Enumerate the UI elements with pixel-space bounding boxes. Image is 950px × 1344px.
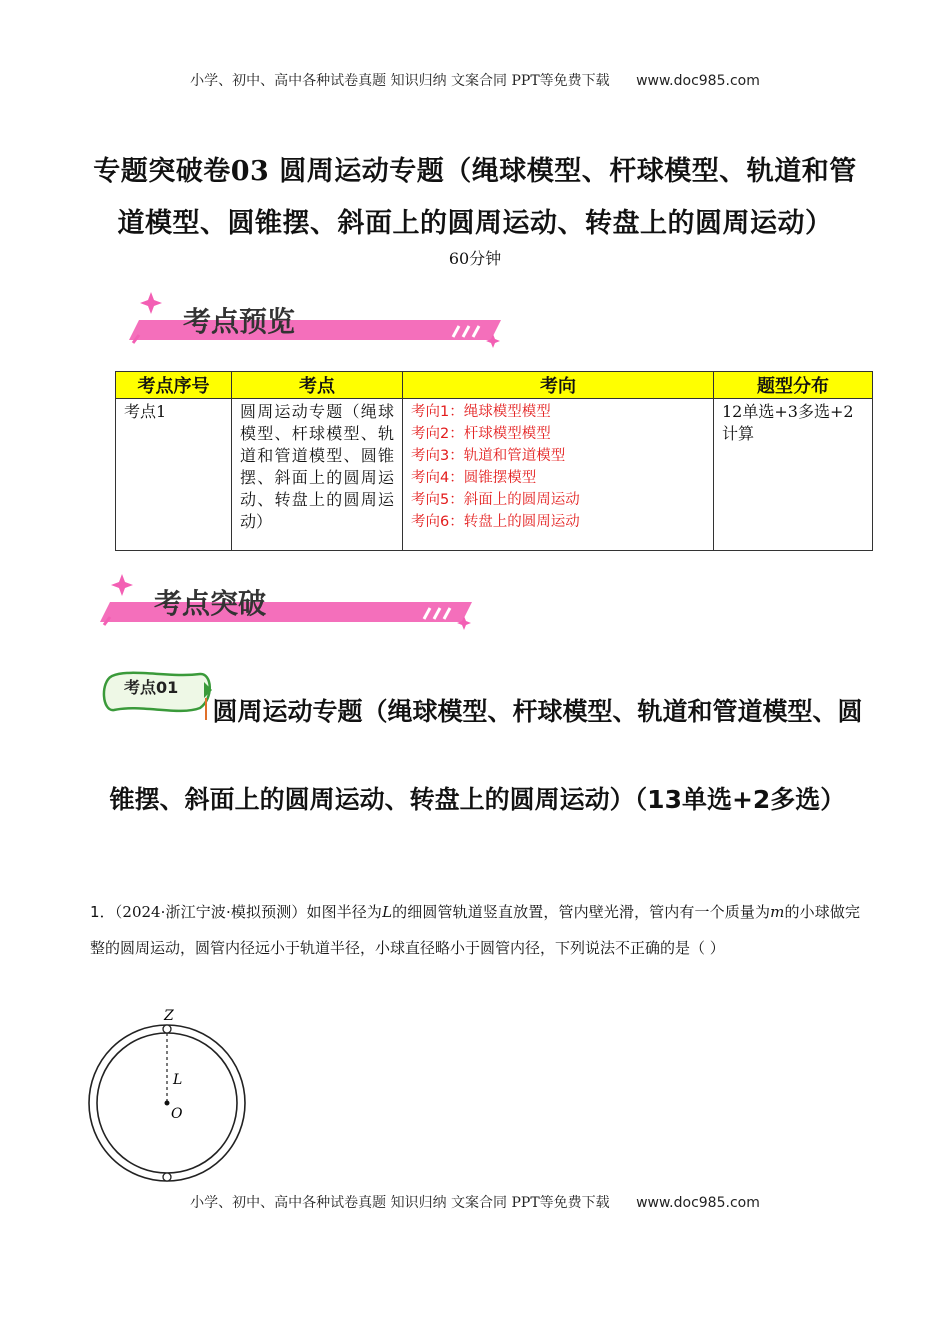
question-number: 1．	[90, 903, 115, 921]
direction-item: 考向6：转盘上的圆周运动	[411, 514, 580, 530]
var-m: m	[770, 903, 785, 921]
var-L: L	[382, 903, 393, 921]
ball-top	[163, 1025, 171, 1033]
section-preview-label: 考点预览	[183, 305, 296, 338]
section-breakthrough-label: 考点突破	[154, 587, 267, 620]
kd-heading	[90, 668, 865, 844]
section-preview-banner	[125, 290, 515, 354]
question-text-c: 的小球做完整的圆周运动，圆管内径远小于轨道半径，小球直径略小于圆管内径，下列说法不正确的是（ ）	[90, 903, 860, 957]
ball-bottom	[163, 1173, 171, 1181]
question-text-a: 如图半径为	[306, 903, 383, 921]
section-breakthrough-banner	[96, 572, 486, 636]
question-text-b: 的细圆管轨道竖直放置，管内壁光滑，管内有一个质量为	[392, 903, 771, 921]
footer-site-link[interactable]: www.doc985.com	[636, 1195, 760, 1211]
label-top: Z	[164, 1008, 174, 1024]
direction-item: 考向5：斜面上的圆周运动	[411, 492, 580, 508]
kd-badge-label: 考点01	[124, 678, 179, 697]
header-index: 考点序号	[116, 372, 232, 399]
label-center: O	[171, 1106, 183, 1122]
overview-table	[115, 371, 873, 551]
cell-index: 考点1	[116, 399, 232, 551]
page-footer	[0, 1192, 950, 1212]
cell-point: 圆周运动专题（绳球模型、杆球模型、轨道和管道模型、圆锥摆、斜面上的圆周运动、转盘上的圆周运动）	[232, 399, 403, 551]
circular-pipe-diagram	[85, 1006, 250, 1186]
direction-item: 考向4：圆锥摆模型	[411, 470, 537, 486]
kd-heading-text: 圆周运动专题（绳球模型、杆球模型、轨道和管道模型、圆锥摆、斜面上的圆周运动、转盘上的圆周运动）（13单选+2多选）	[109, 697, 863, 814]
header-distribution: 题型分布	[714, 372, 873, 399]
footer-text: 小学、初中、高中各种试卷真题 知识归纳 文案合同 PPT等免费下载	[190, 1195, 610, 1211]
pipe-track-figure	[85, 1006, 250, 1190]
header-site-link[interactable]: www.doc985.com	[636, 73, 760, 89]
header-direction: 考向	[403, 372, 714, 399]
direction-item: 考向3：轨道和管道模型	[411, 448, 566, 464]
question-1	[90, 894, 860, 966]
label-radius: L	[173, 1072, 183, 1088]
cell-distribution: 12单选+3多选+2计算	[714, 399, 873, 551]
cell-directions	[403, 399, 714, 551]
page-header	[0, 70, 950, 90]
main-title: 专题突破卷03 圆周运动专题（绳球模型、杆球模型、轨道和管道模型、圆锥摆、斜面上的圆周运动、转盘上的圆周运动）	[93, 156, 857, 239]
question-source: （2024·浙江宁波·模拟预测）	[114, 903, 307, 921]
header-text: 小学、初中、高中各种试卷真题 知识归纳 文案合同 PPT等免费下载	[190, 73, 610, 89]
header-point: 考点	[232, 372, 403, 399]
table-row	[116, 399, 873, 551]
direction-item: 考向1：绳球模型模型	[411, 404, 551, 420]
center-dot	[165, 1101, 170, 1106]
duration-label: 60分钟	[448, 249, 502, 268]
direction-item: 考向2：杆球模型模型	[411, 426, 551, 442]
table-header-row	[116, 372, 873, 399]
